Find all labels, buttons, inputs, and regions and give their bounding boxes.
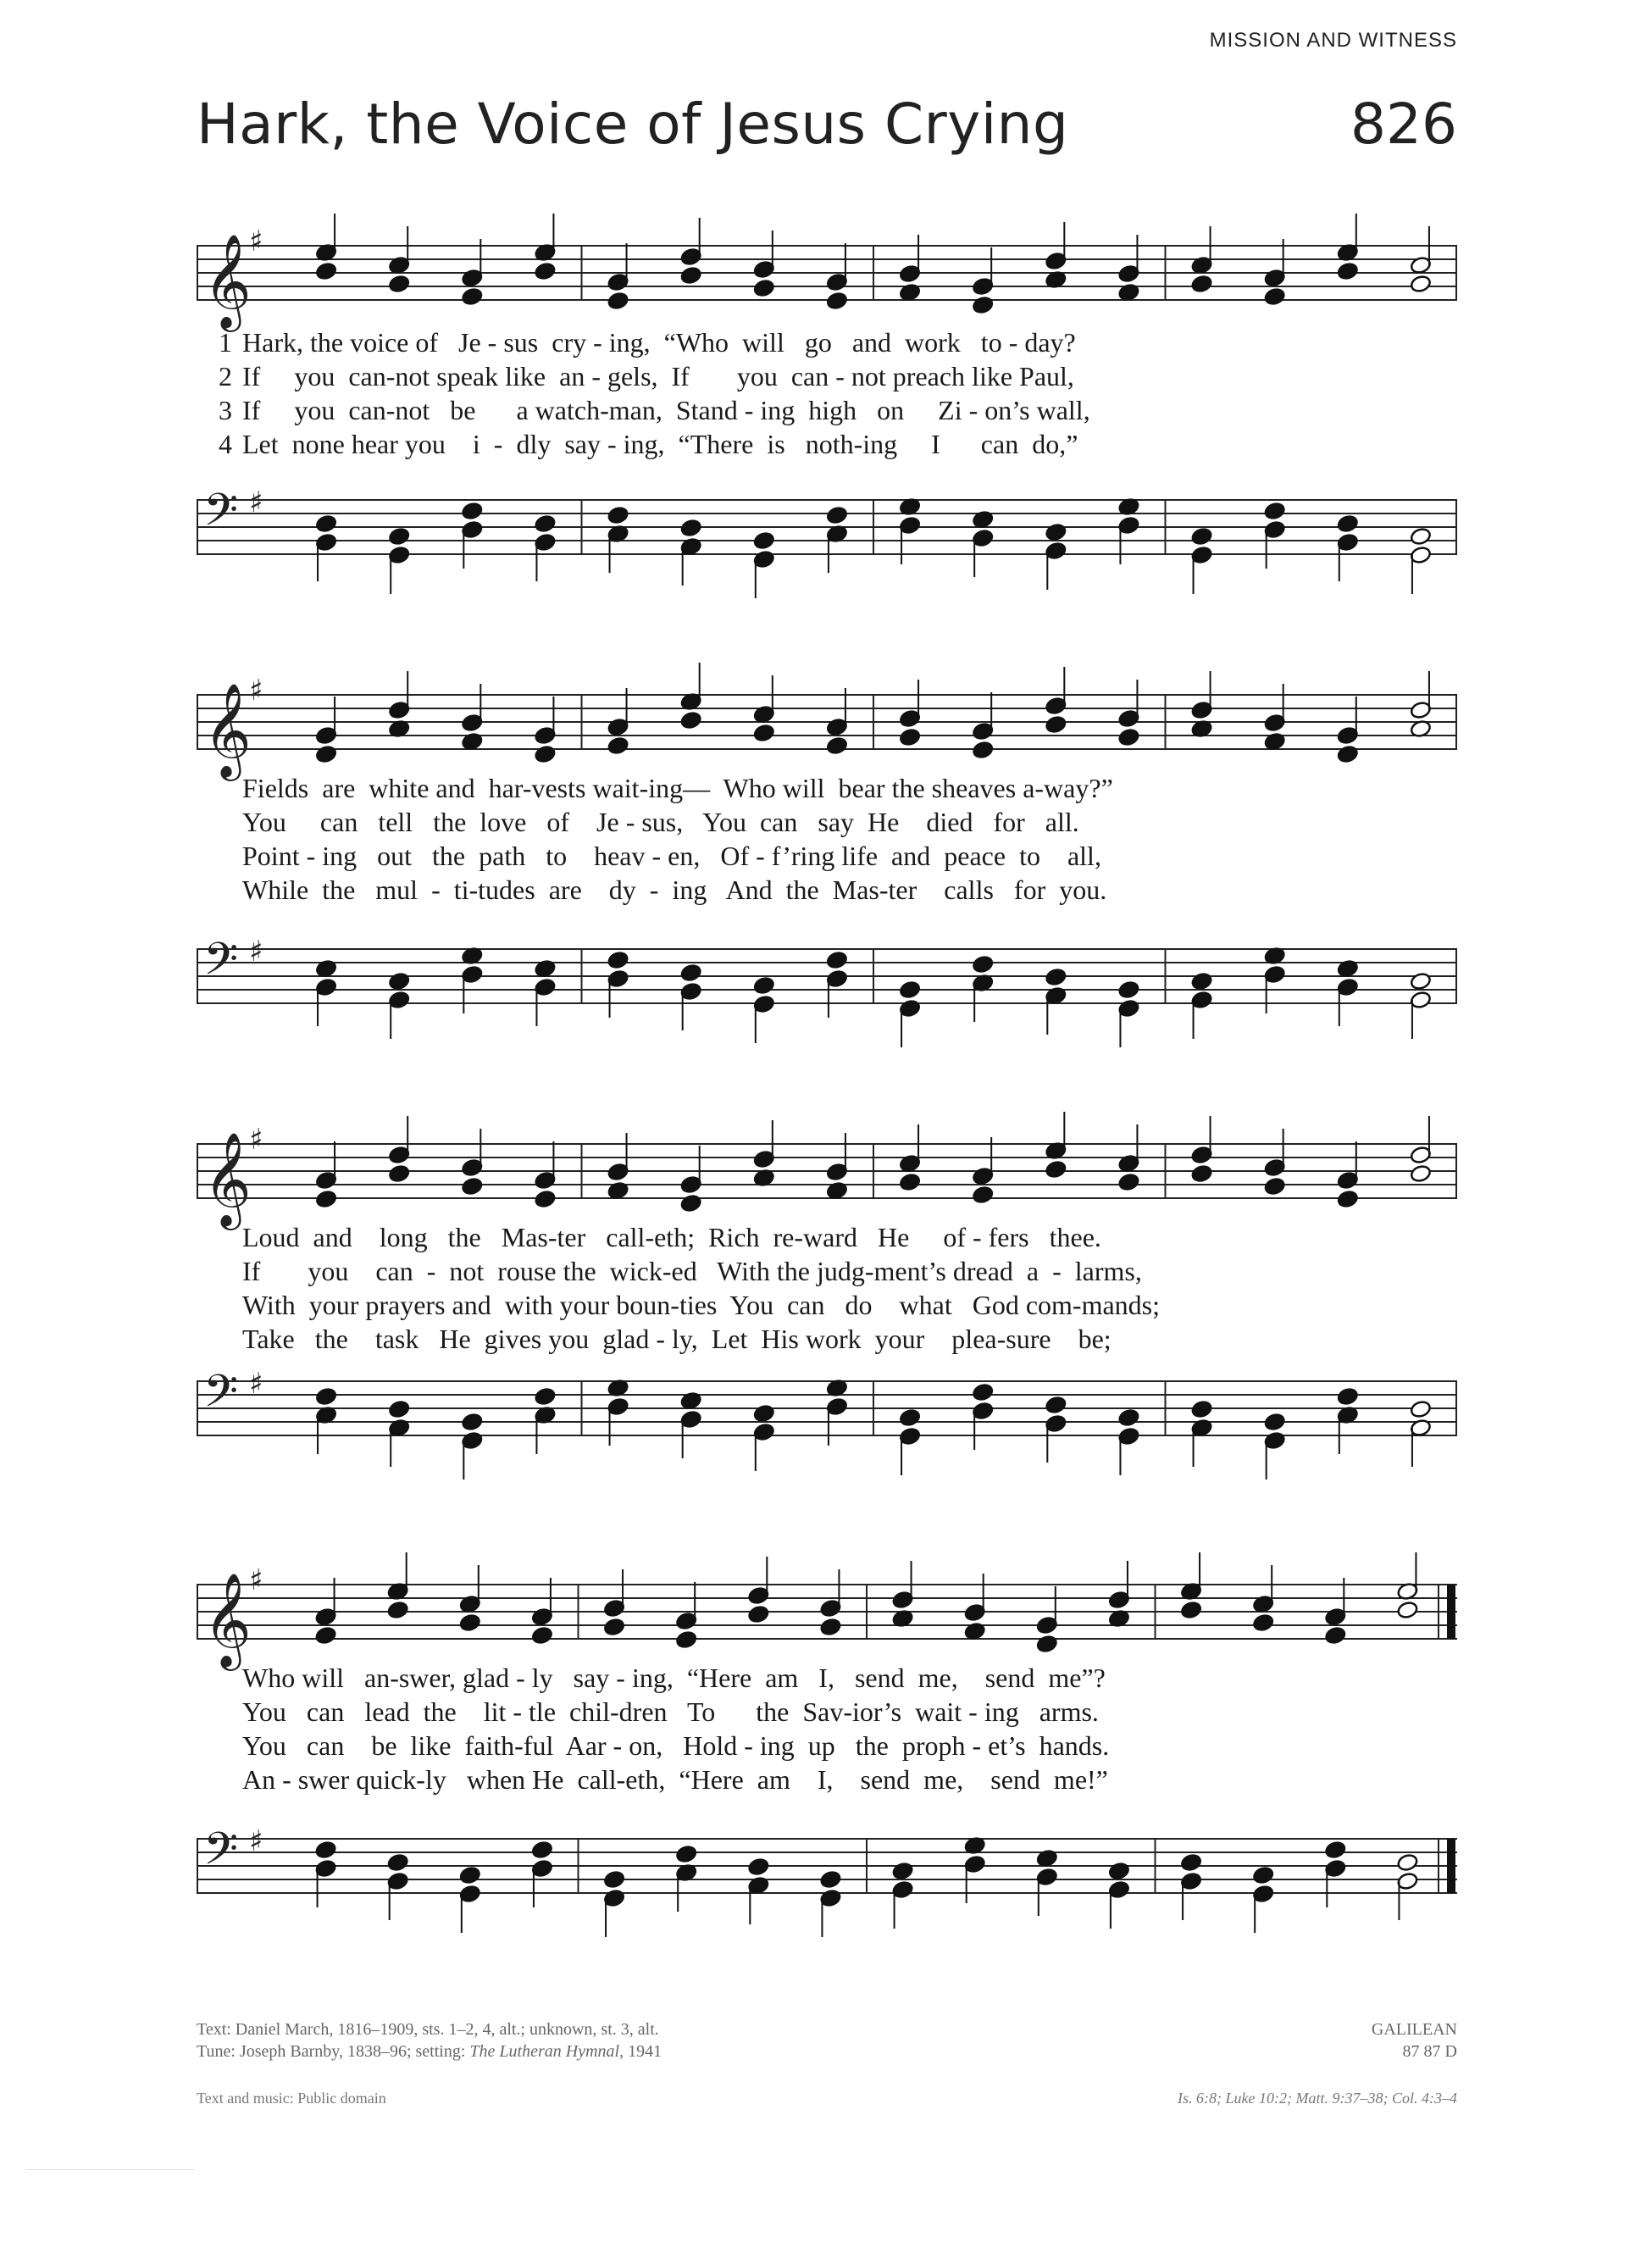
note-head-icon: [388, 275, 410, 294]
scripture-references: Is. 6:8; Luke 10:2; Matt. 9:37–38; Col. 4:3–4: [1178, 2090, 1457, 2107]
note-head-icon: [899, 1408, 921, 1428]
note-head-icon: [1337, 745, 1359, 764]
bass-clef-icon: 𝄢: [203, 934, 239, 997]
note-head-icon: [607, 951, 629, 970]
note-head-icon: [899, 728, 921, 747]
note-head-icon: [826, 291, 848, 311]
note-head-icon: [534, 1387, 556, 1407]
lyric-text: Who will an-swer, glad - ly say - ing, “Here am I, send me, send me”?: [242, 1663, 1106, 1693]
note-head-icon: [459, 1613, 481, 1633]
note-head-icon: [607, 291, 629, 311]
treble-staff: [197, 1559, 1457, 1678]
note-head-icon: [387, 1601, 409, 1620]
hymn-title: Hark, the Voice of Jesus Crying: [197, 92, 1069, 157]
note-head-icon: [534, 745, 556, 764]
verse-number: [197, 1695, 242, 1729]
lyric-text: Hark, the voice of Je - sus cry - ing, “Who will go and work to - day?: [242, 327, 1076, 358]
treble-staff: [197, 669, 1457, 788]
note-head-icon: [1117, 1408, 1139, 1428]
lyric-text: Loud and long the Mas-ter call-eth; Rich re-ward He of - fers thee.: [242, 1222, 1101, 1252]
sharp-icon: ♯: [249, 1367, 263, 1401]
note-head-icon: [826, 506, 848, 525]
treble-staff: [197, 220, 1457, 339]
tune-credit: Tune: Joseph Barnby, 1838–96; setting: The Lutheran Hymnal, 1941: [197, 2042, 662, 2061]
note-head-icon: [1190, 1400, 1212, 1419]
note-head-icon: [753, 976, 775, 996]
lyric-line-verse-3: [197, 839, 1457, 873]
sharp-icon: ♯: [249, 1563, 263, 1597]
note-head-icon: [603, 1870, 625, 1890]
note-head-icon: [675, 1845, 697, 1864]
note-head-icon: [826, 736, 848, 756]
note-head-icon: [315, 1190, 337, 1209]
verse-number: [197, 1729, 242, 1763]
page-rule: [25, 2169, 195, 2170]
note-head-icon: [315, 262, 337, 281]
treble-clef-icon: 𝄞: [203, 1131, 252, 1226]
treble-clef-icon: 𝄞: [203, 1572, 252, 1667]
note-head-icon: [534, 1190, 556, 1209]
bass-staff: [197, 1813, 1457, 1932]
note-head-icon: [459, 1866, 481, 1885]
note-head-icon: [1264, 502, 1286, 521]
note-head-icon: [1190, 275, 1212, 294]
note-head-icon: [753, 531, 775, 551]
treble-clef-icon: 𝄞: [203, 682, 252, 777]
note-head-icon: [1337, 262, 1359, 281]
note-head-icon: [1264, 1413, 1286, 1432]
verse-number: [197, 873, 242, 907]
lyric-line-verse-4: [197, 873, 1457, 907]
note-head-icon: [1252, 1613, 1274, 1633]
note-head-icon: [531, 1626, 553, 1646]
lyric-text: An - swer quick-ly when He call-eth, “Here am I, send me, send me!”: [242, 1764, 1108, 1795]
treble-clef-icon: 𝄞: [203, 233, 252, 328]
lyric-text: You can be like faith-ful Aar - on, Hold - ing up the proph - et’s hands.: [242, 1730, 1110, 1761]
note-head-icon: [1045, 1396, 1067, 1415]
note-head-icon: [826, 951, 848, 970]
bass-clef-icon: 𝄢: [203, 1366, 239, 1429]
note-head-icon: [1410, 275, 1432, 294]
treble-staff: [197, 1119, 1457, 1237]
note-head-icon: [819, 1870, 841, 1890]
note-head-icon: [1117, 728, 1139, 747]
note-head-icon: [1324, 1840, 1346, 1860]
bass-staff: [197, 924, 1457, 1042]
note-head-icon: [603, 1618, 625, 1637]
bass-clef-icon: 𝄢: [203, 1824, 239, 1886]
bass-staff: [197, 475, 1457, 593]
bass-staff: [197, 1356, 1457, 1474]
note-head-icon: [1410, 972, 1432, 991]
lyric-line-verse-2: [197, 1254, 1457, 1288]
note-head-icon: [531, 1840, 553, 1860]
note-head-icon: [607, 506, 629, 525]
credits: [197, 2018, 662, 2062]
lyric-line-verse-2: [197, 805, 1457, 839]
note-head-icon: [315, 514, 337, 534]
note-head-icon: [972, 1383, 994, 1402]
note-head-icon: [1180, 1853, 1202, 1873]
meter: 87 87 D: [1402, 2042, 1457, 2061]
note-head-icon: [1045, 968, 1067, 987]
note-head-icon: [1410, 1164, 1432, 1184]
note-head-icon: [1337, 1387, 1359, 1407]
lyrics-block: [197, 771, 1457, 907]
note-head-icon: [387, 1853, 409, 1873]
bass-clef-icon: 𝄢: [203, 485, 239, 547]
lyric-line-verse-4: [197, 427, 1457, 461]
note-head-icon: [1045, 715, 1067, 735]
lyric-text: Point - ing out the path to heav - en, Of - f’ring life and peace to all,: [242, 841, 1101, 871]
sharp-icon: ♯: [249, 935, 263, 969]
note-head-icon: [461, 502, 483, 521]
note-head-icon: [1117, 980, 1139, 1000]
lyric-line-verse-1: [197, 1661, 1457, 1695]
note-head-icon: [819, 1618, 841, 1637]
note-head-icon: [1180, 1601, 1202, 1620]
lyric-line-verse-3: [197, 393, 1457, 427]
verse-number: [197, 771, 242, 805]
lyric-text: If you can - not rouse the wick-ed With the judg-ment’s dread a - larms,: [242, 1256, 1142, 1286]
lyrics-block: [197, 325, 1457, 461]
note-head-icon: [388, 1164, 410, 1184]
tune-name: GALILEAN: [1371, 2020, 1457, 2039]
note-head-icon: [680, 963, 702, 983]
lyric-text: Take the task He gives you glad - ly, Let His work your plea-sure be;: [242, 1324, 1111, 1354]
note-head-icon: [680, 519, 702, 538]
note-head-icon: [675, 1630, 697, 1650]
note-head-icon: [972, 296, 994, 315]
note-head-icon: [899, 980, 921, 1000]
note-head-icon: [1117, 1173, 1139, 1192]
lyric-line-verse-3: [197, 1288, 1457, 1322]
note-head-icon: [1190, 1164, 1212, 1184]
verse-number: [197, 1661, 242, 1695]
note-head-icon: [534, 262, 556, 281]
note-head-icon: [680, 711, 702, 730]
copyright: Text and music: Public domain: [197, 2090, 386, 2107]
sharp-icon: ♯: [249, 1123, 263, 1157]
hymn-number: 826: [1350, 92, 1457, 157]
note-head-icon: [972, 1185, 994, 1205]
lyrics-block: [197, 1220, 1457, 1356]
note-head-icon: [972, 955, 994, 974]
lyric-line-verse-1: [197, 325, 1457, 359]
note-head-icon: [680, 1194, 702, 1213]
note-head-icon: [1324, 1626, 1346, 1646]
note-head-icon: [461, 1177, 483, 1196]
note-head-icon: [461, 1413, 483, 1432]
lyric-line-verse-1: [197, 1220, 1457, 1254]
verse-number: [197, 1254, 242, 1288]
verse-number: 4: [219, 429, 232, 459]
lyrics-block: [197, 1661, 1457, 1796]
note-head-icon: [1108, 1862, 1130, 1881]
lyric-line-verse-4: [197, 1322, 1457, 1356]
verse-number: 2: [219, 361, 232, 391]
sharp-icon: ♯: [249, 486, 263, 519]
lyric-line-verse-3: [197, 1729, 1457, 1763]
note-head-icon: [1396, 1853, 1418, 1873]
note-head-icon: [753, 724, 775, 743]
note-head-icon: [461, 287, 483, 307]
note-head-icon: [1036, 1635, 1058, 1654]
verse-number: [197, 805, 242, 839]
note-head-icon: [315, 745, 337, 764]
note-head-icon: [1190, 972, 1212, 991]
section-label: MISSION AND WITNESS: [1209, 29, 1457, 52]
lyric-text: With your prayers and with your boun-ties You can do what God com-mands;: [242, 1290, 1160, 1320]
note-head-icon: [314, 1626, 336, 1646]
sharp-icon: ♯: [249, 225, 263, 258]
note-head-icon: [753, 1404, 775, 1424]
verse-number: [197, 839, 242, 873]
note-head-icon: [747, 1605, 769, 1624]
note-head-icon: [1045, 523, 1067, 542]
lyric-line-verse-2: [197, 359, 1457, 393]
note-head-icon: [1396, 1601, 1418, 1620]
verse-number: 1: [219, 327, 232, 358]
lyric-line-verse-1: [197, 771, 1457, 805]
lyric-text: While the mul - ti-tudes are dy - ing And the Mas-ter calls for you.: [242, 874, 1107, 905]
note-head-icon: [972, 741, 994, 760]
lyric-line-verse-2: [197, 1695, 1457, 1729]
verse-number: [197, 1220, 242, 1254]
note-head-icon: [1410, 1400, 1432, 1419]
note-head-icon: [891, 1862, 913, 1881]
lyric-line-verse-4: [197, 1763, 1457, 1796]
lyric-text: If you can-not speak like an - gels, If you can - not preach like Paul,: [242, 361, 1074, 391]
lyric-text: Let none hear you i - dly say - ing, “There is noth-ing I can do,”: [242, 429, 1078, 459]
verse-number: [197, 1763, 242, 1796]
note-head-icon: [388, 972, 410, 991]
verse-number: [197, 1322, 242, 1356]
tune-info: [1372, 2018, 1457, 2062]
note-head-icon: [1190, 527, 1212, 547]
note-head-icon: [1337, 514, 1359, 534]
note-head-icon: [680, 266, 702, 286]
lyric-text: Fields are white and har-vests wait-ing— Who will bear the sheaves a-way?”: [242, 773, 1113, 803]
note-head-icon: [315, 1387, 337, 1407]
note-head-icon: [1264, 1177, 1286, 1196]
note-head-icon: [1410, 527, 1432, 547]
sharp-icon: ♯: [249, 674, 263, 708]
note-head-icon: [534, 514, 556, 534]
text-credit: Text: Daniel March, 1816–1909, sts. 1–2, 4, alt.; unknown, st. 3, alt.: [197, 2020, 659, 2039]
final-bar-line: [1447, 1585, 1455, 1639]
verse-number: 3: [219, 395, 232, 425]
note-head-icon: [753, 279, 775, 298]
note-head-icon: [1264, 287, 1286, 307]
note-head-icon: [1252, 1866, 1274, 1885]
note-head-icon: [747, 1857, 769, 1877]
sharp-icon: ♯: [249, 1824, 263, 1858]
note-head-icon: [1337, 1190, 1359, 1209]
final-bar-line: [1447, 1839, 1455, 1893]
lyric-text: You can tell the love of Je - sus, You can say He died for all.: [242, 807, 1079, 837]
note-head-icon: [388, 1400, 410, 1419]
lyric-text: You can lead the lit - tle chil-dren To the Sav-ior’s wait - ing arms.: [242, 1696, 1099, 1727]
lyric-text: If you can-not be a watch-man, Stand - ing high on Zi - on’s wall,: [242, 395, 1090, 425]
note-head-icon: [1045, 1160, 1067, 1180]
note-head-icon: [314, 1840, 336, 1860]
note-head-icon: [607, 736, 629, 756]
note-head-icon: [388, 527, 410, 547]
note-head-icon: [899, 1173, 921, 1192]
verse-number: [197, 1288, 242, 1322]
